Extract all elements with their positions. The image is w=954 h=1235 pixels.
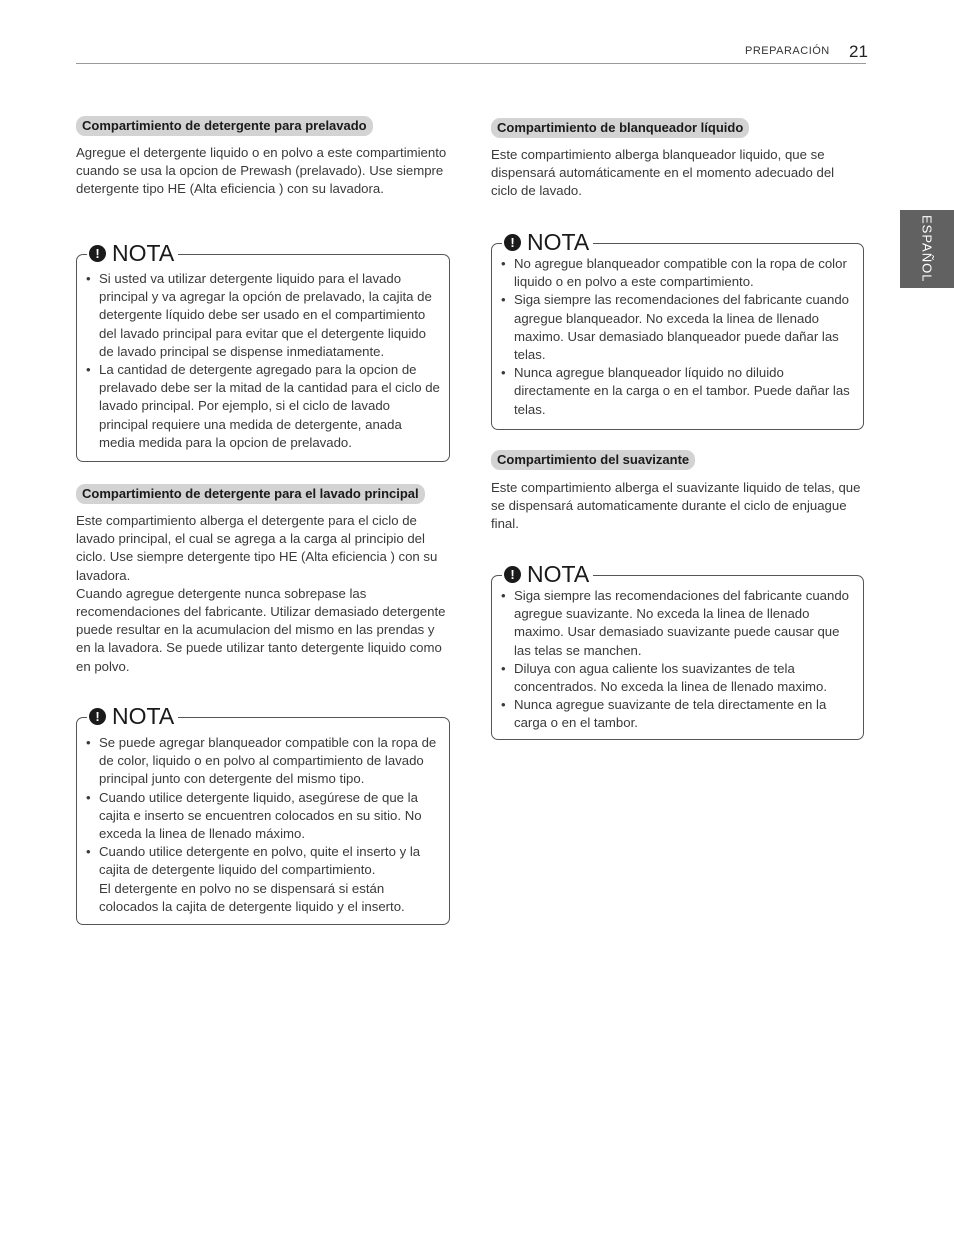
warning-icon: !	[89, 708, 106, 725]
softener-paragraph: Este compartimiento alberga el suavizante liquido de telas, que se dispensará automaticamente durante el ciclo de enjuague final.	[491, 480, 861, 532]
main-wash-heading: Compartimiento de detergente para el lavado principal	[76, 484, 425, 504]
warning-icon: !	[504, 566, 521, 583]
list-item: • Siga siempre las recomendaciones del fabricante cuando agregue suavizante. No exceda la linea de llenado maximo. Usar demasiado suavizante puede causar que las telas se manchen.	[500, 587, 855, 660]
note-label: NOTA	[112, 703, 175, 729]
bleach-note-list	[500, 255, 855, 419]
main-wash-note	[76, 703, 450, 925]
section-title: PREPARACIÓN	[745, 45, 830, 57]
main-wash-note-list	[85, 734, 441, 916]
prewash-note-list	[85, 270, 441, 452]
note-title	[87, 240, 178, 266]
list-item: • Cuando utilice detergente liquido, asegúrese de que la cajita e inserto se encuentren colocados en su sitio. No exceda la linea de llenado máximo.	[85, 789, 441, 844]
list-item: • No agregue blanqueador compatible con la ropa de color liquido o en polvo a este compartimiento.	[500, 255, 855, 291]
warning-icon: !	[504, 234, 521, 251]
bleach-note	[491, 229, 864, 430]
list-item: • Siga siempre las recomendaciones del fabricante cuando agregue blanqueador. No exceda la linea de llenado maximo. Usar demasiado blanqueador puede dañar las telas.	[500, 291, 855, 364]
list-item: • Nunca agregue blanqueador líquido no diluido directamente en la carga o en el tambor. Puede dañar las telas.	[500, 364, 855, 419]
bleach-paragraph: Este compartimiento alberga blanqueador liquido, que se dispensará automáticamente en el momento adecuado del ciclo de lavado.	[491, 147, 835, 199]
list-item: • Diluya con agua caliente los suavizantes de tela concentrados. No exceda la linea de llenado maximo.	[500, 660, 855, 696]
note-title	[502, 561, 593, 587]
header-divider	[76, 63, 866, 64]
prewash-note	[76, 240, 450, 462]
list-item: • Cuando utilice detergente en polvo, quite el inserto y la cajita de detergente liquido del compartimiento. El detergente en polvo no se dispensará si están colocados la cajita de detergente liquido y el inserto.	[85, 843, 441, 916]
language-tab	[900, 210, 954, 288]
bleach-heading: Compartimiento de blanqueador líquido	[491, 118, 749, 138]
language-tab-label: ESPAÑOL	[919, 215, 935, 283]
warning-icon: !	[89, 245, 106, 262]
softener-note-list	[500, 587, 855, 733]
note-title	[502, 229, 593, 255]
softener-heading: Compartimiento del suavizante	[491, 450, 695, 470]
prewash-paragraph: Agregue el detergente liquido o en polvo a este compartimiento cuando se usa la opcion de Prewash (prelavado). Use siempre detergente tipo HE (Alta eficiencia ) con su lavadora.	[76, 145, 447, 197]
page-number: 21	[849, 42, 868, 61]
note-label: NOTA	[527, 229, 590, 255]
note-label: NOTA	[527, 561, 590, 587]
note-label: NOTA	[112, 240, 175, 266]
list-item: • La cantidad de detergente agregado para la opcion de prelavado debe ser la mitad de la cantidad para el ciclo de lavado principal. Por ejemplo, si el ciclo de lavado principal requiere una medida de detergente, anada media medida para la opcion de prelavado.	[85, 361, 441, 452]
prewash-heading: Compartimiento de detergente para prelavado	[76, 116, 373, 136]
list-item: • Nunca agregue suavizante de tela directamente en la carga o en el tambor.	[500, 696, 855, 732]
list-item: • Si usted va utilizar detergente liquido para el lavado principal y va agregar la opción de prelavado, la cajita de detergente líquido debe ser usado en el compartimiento del lavado principal para evitar que el detergente liquido de lavado principal se dispense inmediatamente.	[85, 270, 441, 361]
list-item: • Se puede agregar blanqueador compatible con la ropa de de color, liquido o en polvo al compartimiento de lavado principal junto con detergente del mismo tipo.	[85, 734, 441, 789]
note-title	[87, 703, 178, 729]
softener-note	[491, 561, 864, 740]
main-wash-paragraph: Este compartimiento alberga el detergente para el ciclo de lavado principal, el cual se agrega a la carga al principio del ciclo. Use siempre detergente tipo HE (Alta eficiencia ) con su lavadora. Cuando agregue detergente nunca sobrepase las recomendaciones del fabricante. Utilizar demasiado detergente puede resultar en la acumulacion del mismo en las prendas y en la lavadora. Se puede utilizar tanto detergente liquido como en polvo.	[76, 513, 446, 674]
